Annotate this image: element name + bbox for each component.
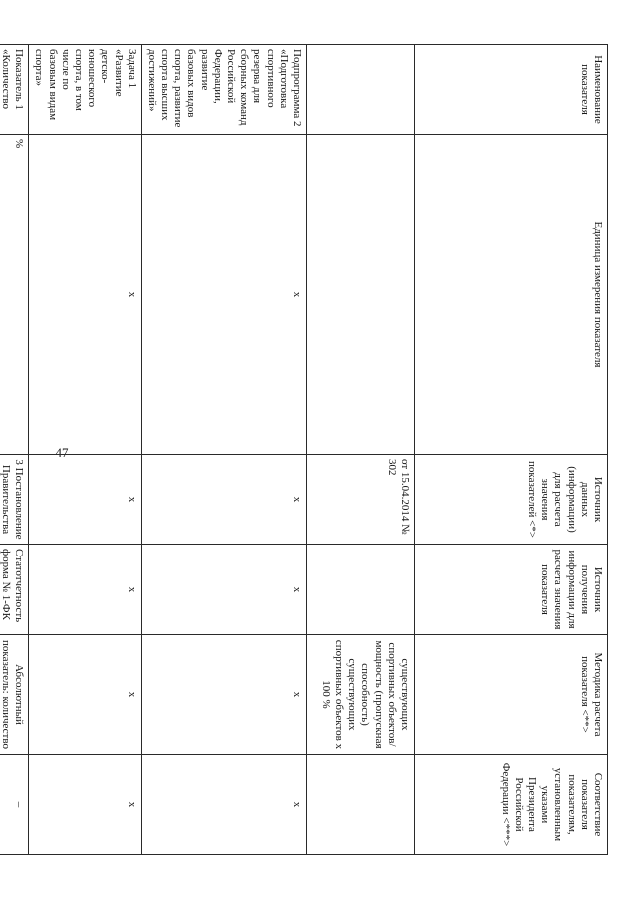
table-row <box>415 45 608 855</box>
cell-source-data: 3 Постановление Правительства <box>0 455 29 545</box>
cell-source-info <box>307 545 415 635</box>
header-unit: Единица измерения показателя <box>415 135 608 455</box>
table-row <box>141 45 306 855</box>
header-calc-method: Методика расчета показателя <**> <box>415 635 608 755</box>
cell-source-info: х <box>141 545 306 635</box>
cell-method: х <box>29 635 142 755</box>
table-row <box>307 45 415 855</box>
cell-source-data: х <box>141 455 306 545</box>
cell-source-data: от 15.04.2014 № 302 <box>307 455 415 545</box>
cell-name <box>307 45 415 135</box>
cell-source-info: х <box>29 545 142 635</box>
cell-unit: х <box>29 135 142 455</box>
header-info-source: Источник получения информации для расчета значения показателя <box>415 545 608 635</box>
cell-name: Задача 1 «Развитие детско-юношеского спорта, в том числе по базовым видам спорта» <box>29 45 142 135</box>
table-row <box>29 45 142 855</box>
cell-method: существующих спортивных объектов/ мощность (пропускная способность) существующих спортивных объектов х 100 % <box>307 635 415 755</box>
header-data-source: Источник данных (информации) для расчета значения показателей <*> <box>415 455 608 545</box>
page-number: 47 <box>55 445 69 460</box>
cell-method: Абсолютный показатель: количество <box>0 635 29 755</box>
cell-source-info: Статотчетность форма № 1-ФК <box>0 545 29 635</box>
cell-compliance: х <box>29 755 142 855</box>
header-indicator-name: Наименование показателя <box>415 45 608 135</box>
header-presidential-compliance: Соответствие показателя показателям, установленным указами Президента Российской Федерации <***> <box>415 755 608 855</box>
cell-compliance <box>307 755 415 855</box>
cell-compliance: – <box>0 755 29 855</box>
cell-name: Подпрограмма 2 «Подготовка спортивного резерва для сборных команд Российской Федерации, развитие базовых видов спорта, развитие спорта высших достижений» <box>141 45 306 135</box>
cell-name: Показатель 1 «Количество <box>0 45 29 135</box>
cell-unit: х <box>141 135 306 455</box>
cell-unit: % <box>0 135 29 455</box>
indicator-table <box>0 44 608 855</box>
table-row <box>0 45 29 855</box>
cell-source-data: х <box>29 455 142 545</box>
cell-compliance: х <box>141 755 306 855</box>
cell-method: х <box>141 635 306 755</box>
cell-unit <box>307 135 415 455</box>
